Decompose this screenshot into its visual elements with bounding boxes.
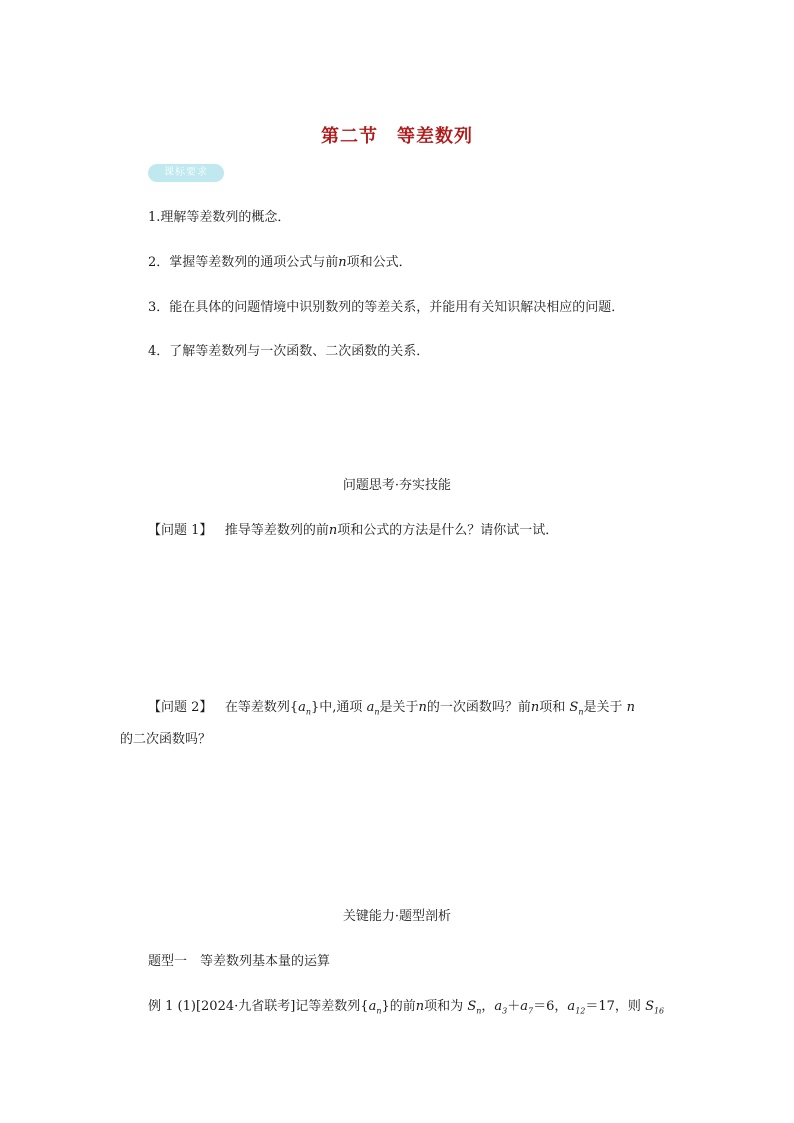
question-2-line-2: 的二次函数吗？ [120,732,212,747]
question-2-label: 【问题 2】 [148,700,213,715]
question-1-label: 【问题 1】 [148,523,213,538]
objective-3: 3．能在具体的问题情境中识别数列的等差关系，并能用有关知识解决相应的问题． [148,300,625,315]
objective-2: 2．掌握等差数列的通项公式与前n项和公式． [148,255,412,270]
page-title: 第二节 等差数列 [321,126,473,147]
question-type-heading: 题型一 等差数列基本量的运算 [148,954,331,969]
section-heading-analysis: 关键能力·题型剖析 [342,909,452,924]
section-heading-thinking: 问题思考·夯实技能 [342,478,452,493]
question-1: 【问题 1】 推导等差数列的前n项和公式的方法是什么？请你试一试． [148,523,559,538]
objective-4: 4．了解等差数列与一次函数、二次函数的关系． [148,344,430,359]
question-2-line-1: 【问题 2】 在等差数列$\{a_n\}$中,通项 $a_n$是关于n的一次函数吗？前n项和 $S_n$是关于 n [148,700,636,717]
example-1: 例 1 (1)[2024·九省联考]记等差数列$\{a_n\}$的前n项和为 $S_n$，$a_3+a_7=6$，$a_{12}=17$，则 $S_{16}$ [148,999,665,1016]
objective-1: 1.理解等差数列的概念． [148,210,291,225]
section-badge: 课标要求 [148,164,224,182]
